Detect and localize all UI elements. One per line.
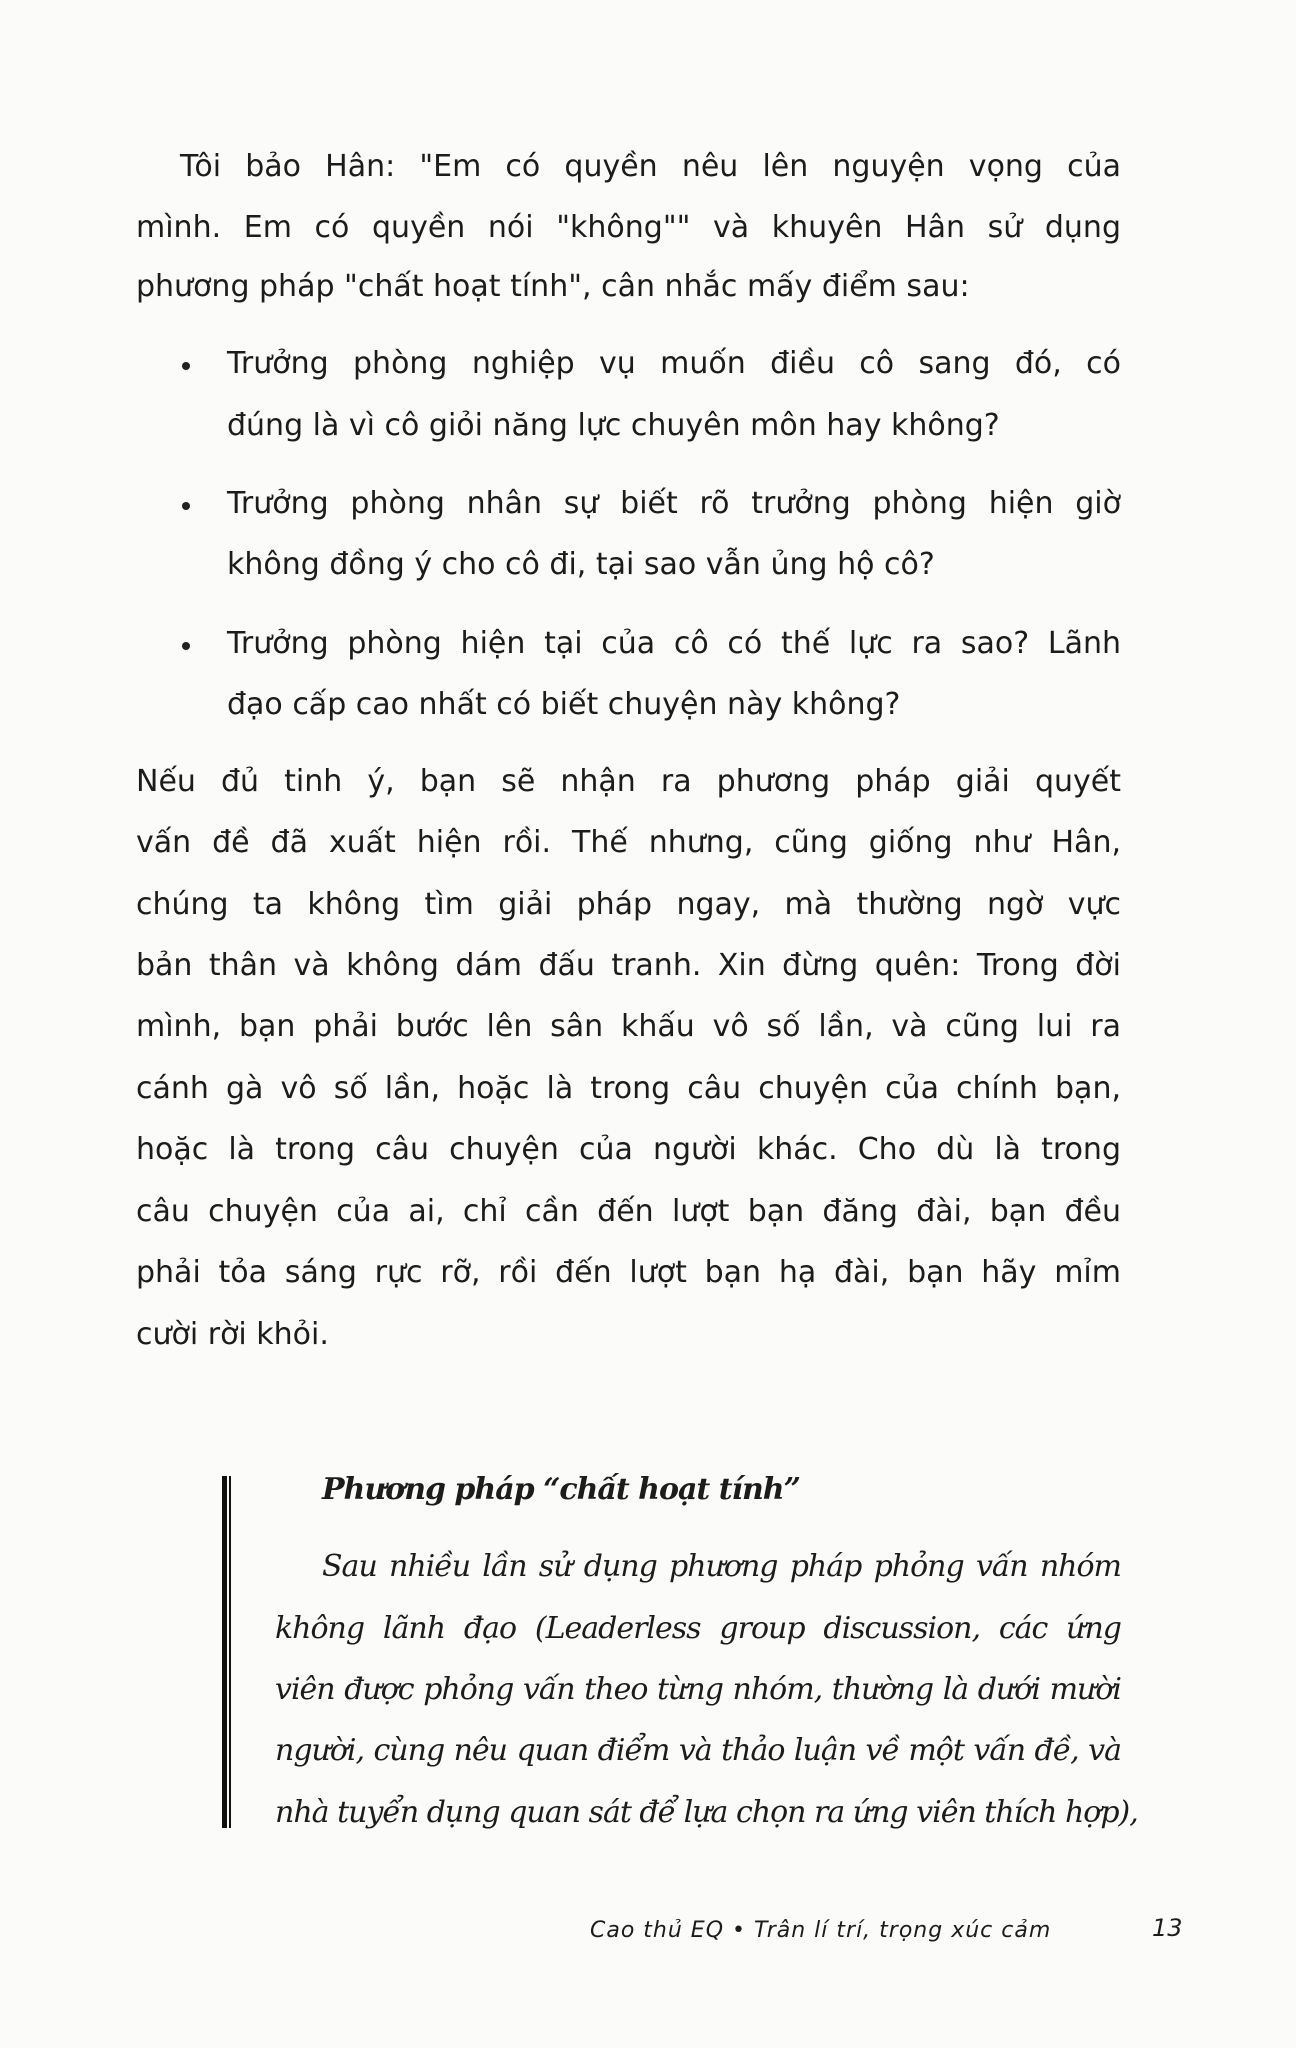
bullet-line: Trưởng phòng hiện tại của cô có thế lực ra sao? Lãnh xyxy=(227,626,1121,661)
box-line: không lãnh đạo (Leaderless group discussion, các ứng xyxy=(275,1611,1121,1646)
paragraph-line: vấn đề đã xuất hiện rồi. Thế nhưng, cũng giống như Hân, xyxy=(136,825,1121,860)
bullet-line: đạo cấp cao nhất có biết chuyện này không? xyxy=(227,687,901,722)
paragraph-line: Nếu đủ tinh ý, bạn sẽ nhận ra phương pháp giải quyết xyxy=(136,764,1121,799)
bullet-line: đúng là vì cô giỏi năng lực chuyên môn hay không? xyxy=(227,408,1000,443)
bullet-line: không đồng ý cho cô đi, tại sao vẫn ủng hộ cô? xyxy=(227,547,935,582)
paragraph-line: cười rời khỏi. xyxy=(136,1317,329,1352)
intro-line: Tôi bảo Hân: "Em có quyền nêu lên nguyện vọng của xyxy=(180,149,1121,184)
box-line: nhà tuyển dụng quan sát để lựa chọn ra ứng viên thích hợp), xyxy=(275,1795,1138,1830)
intro-line: mình. Em có quyền nói "không"" và khuyên Hân sử dụng xyxy=(136,210,1121,245)
paragraph-line: chúng ta không tìm giải pháp ngay, mà thường ngờ vực xyxy=(136,887,1121,922)
box-line: Sau nhiều lần sử dụng phương pháp phỏng vấn nhóm xyxy=(322,1549,1121,1584)
box-line: người, cùng nêu quan điểm và thảo luận về một vấn đề, và xyxy=(275,1733,1121,1768)
bullet-line: Trưởng phòng nghiệp vụ muốn điều cô sang đó, có xyxy=(227,346,1121,381)
box-rule xyxy=(229,1476,231,1828)
paragraph-line: hoặc là trong câu chuyện của người khác. Cho dù là trong xyxy=(136,1132,1121,1167)
paragraph-line: câu chuyện của ai, chỉ cần đến lượt bạn đăng đài, bạn đều xyxy=(136,1194,1121,1229)
bullet-icon xyxy=(182,362,190,370)
bullet-icon xyxy=(182,502,190,510)
paragraph-line: phải tỏa sáng rực rỡ, rồi đến lượt bạn hạ đài, bạn hãy mỉm xyxy=(136,1255,1121,1290)
intro-line: phương pháp "chất hoạt tính", cân nhắc mấy điểm sau: xyxy=(136,269,970,304)
bullet-line: Trưởng phòng nhân sự biết rõ trưởng phòng hiện giờ xyxy=(227,486,1121,521)
paragraph-line: bản thân và không dám đấu tranh. Xin đừng quên: Trong đời xyxy=(136,948,1121,983)
box-rule xyxy=(222,1476,227,1828)
page-number: 13 xyxy=(1152,1914,1183,1942)
paragraph-line: cánh gà vô số lần, hoặc là trong câu chuyện của chính bạn, xyxy=(136,1071,1121,1106)
paragraph-line: mình, bạn phải bước lên sân khấu vô số lần, và cũng lui ra xyxy=(136,1009,1121,1044)
box-title: Phương pháp “chất hoạt tính” xyxy=(322,1472,800,1507)
box-line: viên được phỏng vấn theo từng nhóm, thường là dưới mười xyxy=(275,1672,1121,1707)
bullet-icon xyxy=(182,642,190,650)
running-title: Cao thủ EQ • Trân lí trí, trọng xúc cảm xyxy=(590,1918,1052,1943)
